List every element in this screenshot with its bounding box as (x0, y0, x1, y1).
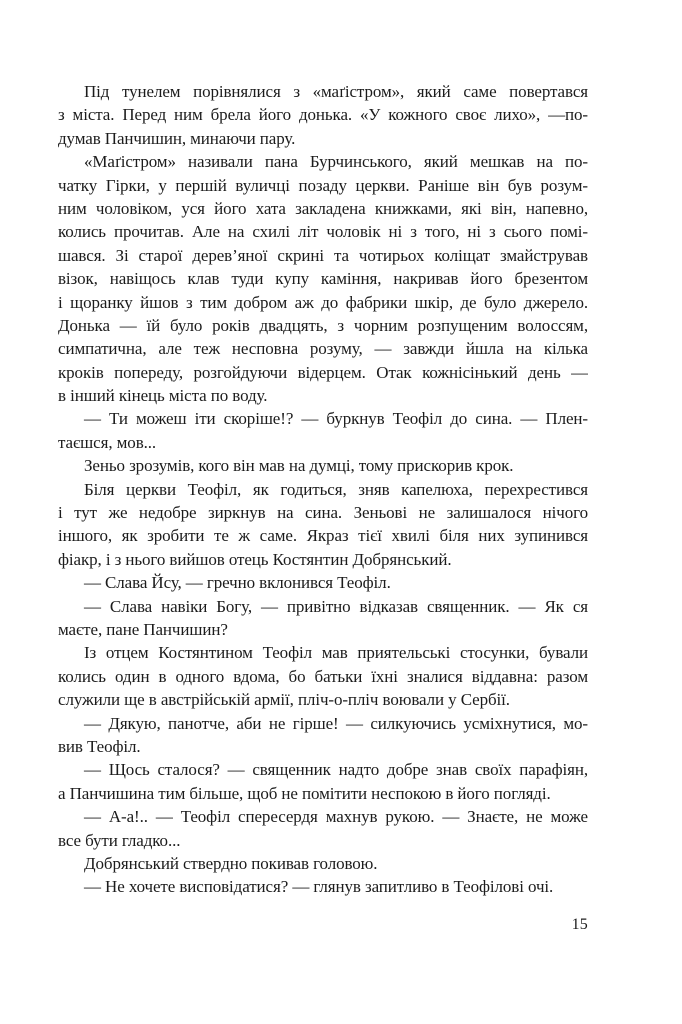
text-line: кроків попереду, розгойдуючи відерцем. Отак кожнісінький день — (58, 362, 588, 382)
text-line: служили ще в австрійській армії, пліч-о-пліч воювали у Сербії. (58, 690, 510, 710)
text-line: — Слава навіки Богу, — привітно відказав священник. — Як ся (84, 596, 588, 616)
text-line: думав Панчишин, минаючи пару. (58, 128, 296, 148)
text-line: Біля церкви Теофіл, як годиться, зняв капелюха, перехрестився (84, 479, 588, 499)
text-line: Зеньо зрозумів, кого він мав на думці, тому прискорив крок. (84, 456, 514, 476)
page-number: 15 (571, 916, 588, 933)
text-line: — Щось сталося? — священник надто добре знав своїх парафіян, (84, 760, 588, 780)
text-line: і тут же недобре зиркнув на сина. Зеньові не залишалося нічого (58, 503, 588, 523)
text-line: колись прочитав. Але на схилі літ чоловік ні з того, ні з сього помі- (58, 222, 588, 242)
text-line: — Дякую, панотче, аби не гірше! — силкуючись усміхнутися, мо- (84, 713, 588, 733)
text-line: ним чоловіком, уся його хата закладена книжками, які він, напевно, (58, 198, 588, 218)
text-line: колись один в одного вдома, бо батьки їхні зналися віддавна: разом (58, 666, 588, 686)
text-line: шався. Зі старої дерев’яної скрині та чотирьох коліщат змайстрував (58, 245, 588, 265)
page-text (58, 80, 588, 899)
text-line: симпатична, але теж несповна розуму, — завжди йшла на кілька (58, 339, 588, 359)
text-line: — Не хочете висповідатися? — глянув запитливо в Теофілові очі. (84, 877, 554, 897)
text-line: Під тунелем порівнялися з «маґістром», який саме повертався (84, 82, 588, 101)
text-line: — А-а!.. — Теофіл спересердя махнув рукою. — Знаєте, не може (84, 807, 588, 827)
text-line: з міста. Перед ним брела його донька. «У кожного своє лихо», —по- (58, 105, 588, 125)
text-line: іншого, як зробити те ж саме. Якраз тієї хвилі біля них зупинився (58, 526, 588, 546)
text-line: в інший кінець міста по воду. (58, 386, 268, 406)
text-line: таєшся, мов... (58, 432, 157, 452)
text-line: Добрянський ствердно покивав головою. (84, 853, 378, 873)
text-line: «Маґістром» називали пана Бурчинського, який мешкав на по- (84, 152, 588, 172)
text-line: а Панчишина тим більше, щоб не помітити неспокою в його погляді. (58, 783, 551, 803)
text-line: Донька — їй було років двадцять, з чорним розпущеним волоссям, (58, 315, 588, 335)
text-line: чатку Гірки, у першій вуличці позаду церкви. Раніше він був розум- (58, 175, 588, 195)
text-line: — Ти можеш іти скоріше!? — буркнув Теофіл до сина. — Плен- (84, 409, 588, 429)
text-line: все бути гладко... (58, 830, 181, 850)
text-line: Із отцем Костянтином Теофіл мав приятельські стосунки, бували (84, 643, 588, 663)
text-line: і щоранку йшов з тим добром аж до фабрики шкір, де було джерело. (58, 292, 588, 312)
text-line: вив Теофіл. (58, 736, 141, 756)
text-line: візок, навіщось клав туди купу каміння, накривав його брезентом (58, 269, 588, 289)
text-line: фіакр, і з нього вийшов отець Костянтин Добрянський. (58, 549, 452, 569)
text-line: маєте, пане Панчишин? (58, 619, 228, 639)
text-line: — Слава Йсу, — гречно вклонився Теофіл. (84, 573, 391, 593)
